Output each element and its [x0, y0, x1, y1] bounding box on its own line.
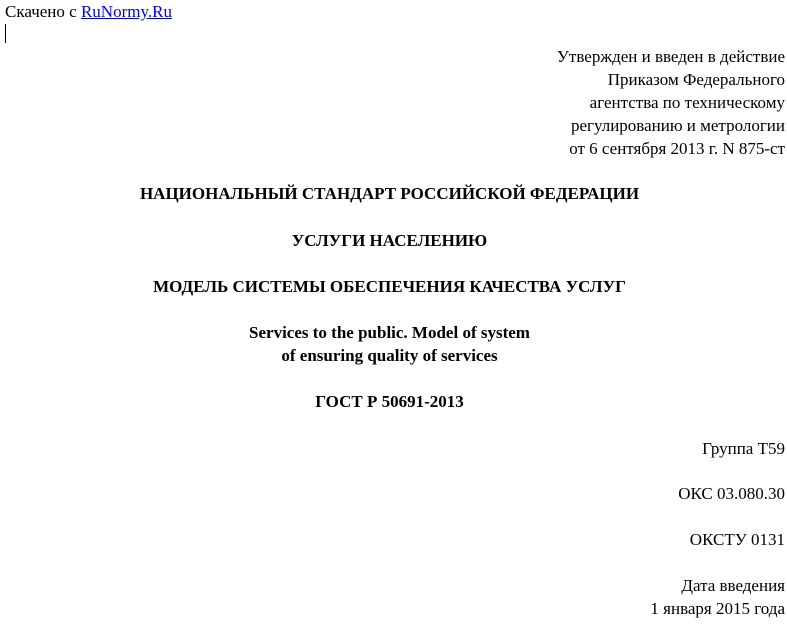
- okstu-code: ОКСТУ 0131: [689, 530, 785, 549]
- approval-line-4: регулированию и метрологии: [570, 116, 785, 135]
- title-en-line-2: of ensuring quality of services: [281, 346, 498, 365]
- oks-code: ОКС 03.080.30: [678, 484, 785, 503]
- title-en-line-1: Services to the public. Model of system: [249, 323, 530, 342]
- group-code: Группа Т59: [702, 439, 785, 458]
- approval-line-5: от 6 сентября 2013 г. N 875-ст: [569, 139, 785, 158]
- text-cursor: [5, 24, 6, 43]
- download-source-prefix: Скачено с: [5, 2, 81, 21]
- approval-line-1: Утвержден и введен в действие: [556, 47, 785, 66]
- approval-line-3: агентства по техническому: [589, 93, 785, 112]
- subtitle-ru-heading: МОДЕЛЬ СИСТЕМЫ ОБЕСПЕЧЕНИЯ КАЧЕСТВА УСЛУГ: [153, 277, 626, 296]
- approval-block: [557, 45, 785, 160]
- title-ru-heading: УСЛУГИ НАСЕЛЕНИЮ: [291, 231, 488, 250]
- download-source-line: [5, 0, 172, 23]
- approval-line-2: Приказом Федерального: [607, 70, 785, 89]
- standard-type-heading: НАЦИОНАЛЬНЫЙ СТАНДАРТ РОССИЙСКОЙ ФЕДЕРАЦИИ: [139, 184, 640, 203]
- introduction-date-block: [650, 574, 785, 620]
- title-en-block: [0, 321, 783, 367]
- gost-designation: ГОСТ Р 50691-2013: [315, 392, 464, 411]
- introduction-date-label: Дата введения: [681, 576, 785, 595]
- runormy-link[interactable]: RuNormy.Ru: [80, 2, 172, 21]
- introduction-date-value: 1 января 2015 года: [650, 599, 785, 618]
